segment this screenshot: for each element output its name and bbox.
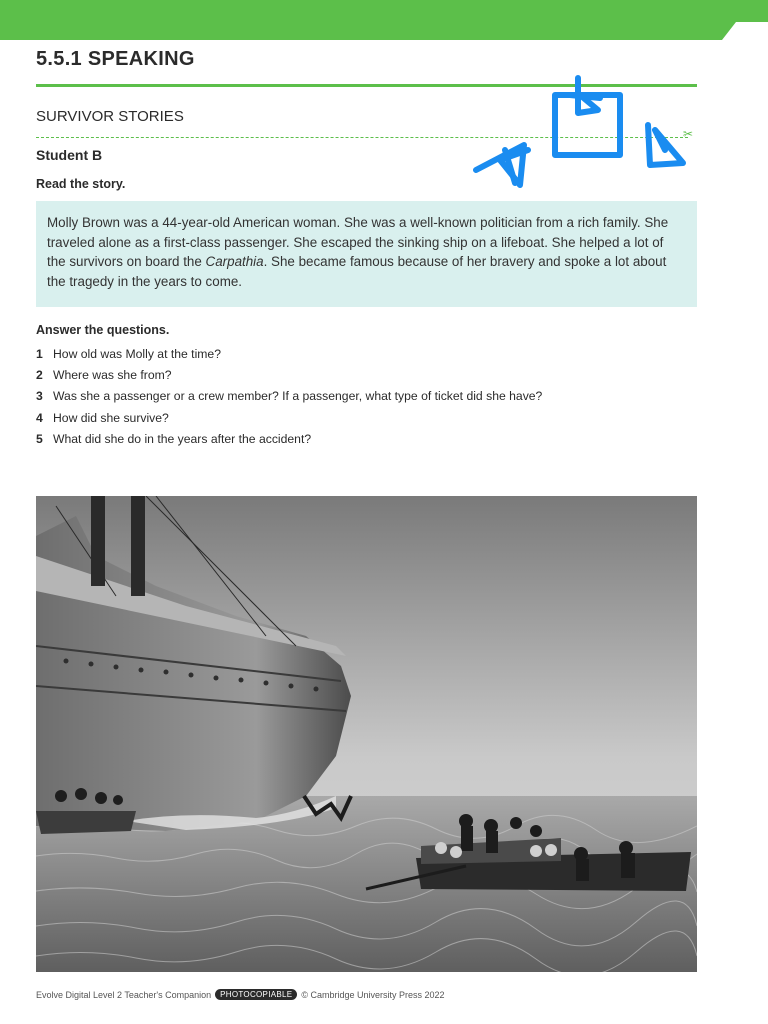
question-item	[36, 366, 697, 387]
question-text: Was she a passenger or a crew member? If a passenger, what type of ticket did she have?	[53, 389, 543, 404]
cut-line	[36, 137, 688, 138]
ship-name: Carpathia	[205, 254, 264, 270]
scissors-icon: ✂	[683, 127, 694, 141]
footer-book-title: Evolve Digital Level 2 Teacher's Companion	[36, 989, 212, 1000]
subtitle: SURVIVOR STORIES	[36, 108, 184, 125]
question-item	[36, 345, 697, 366]
question-text: What did she do in the years after the accident?	[53, 431, 312, 446]
question-number: 2	[36, 368, 43, 383]
question-number: 5	[36, 431, 43, 446]
shipwreck-photo	[36, 496, 697, 972]
top-banner	[0, 0, 768, 40]
footer-copyright: © Cambridge University Press 2022	[301, 989, 445, 1000]
question-number: 1	[36, 347, 43, 361]
question-number: 3	[36, 389, 43, 404]
section-title: 5.5.1 SPEAKING	[36, 48, 195, 70]
question-item	[36, 409, 697, 430]
questions-instruction: Answer the questions.	[36, 323, 170, 337]
story-text-1: Molly Brown was a 44-year-old American woman. She was a well-known politician from a rich family. She traveled alone as a first-class passenger. She escaped the sinking ship on a lifeboat. She helped a lot of the survivors on board the	[47, 215, 669, 270]
title-divider	[36, 84, 697, 87]
read-instruction: Read the story.	[36, 177, 126, 191]
student-label: Student B	[36, 147, 103, 163]
question-text: Where was she from?	[53, 368, 172, 383]
footer	[36, 989, 445, 1000]
photocopiable-badge: PHOTOCOPIABLE	[215, 989, 297, 1000]
question-text: How old was Molly at the time?	[53, 347, 221, 361]
story-box	[36, 201, 697, 307]
question-text: How did she survive?	[53, 410, 169, 425]
question-item	[36, 430, 697, 451]
question-number: 4	[36, 410, 43, 425]
story-text-2: . She became famous because of her bravery and spoke a lot about the tragedy in the years to come.	[47, 254, 667, 290]
questions-list	[36, 345, 697, 451]
question-item	[36, 387, 697, 408]
